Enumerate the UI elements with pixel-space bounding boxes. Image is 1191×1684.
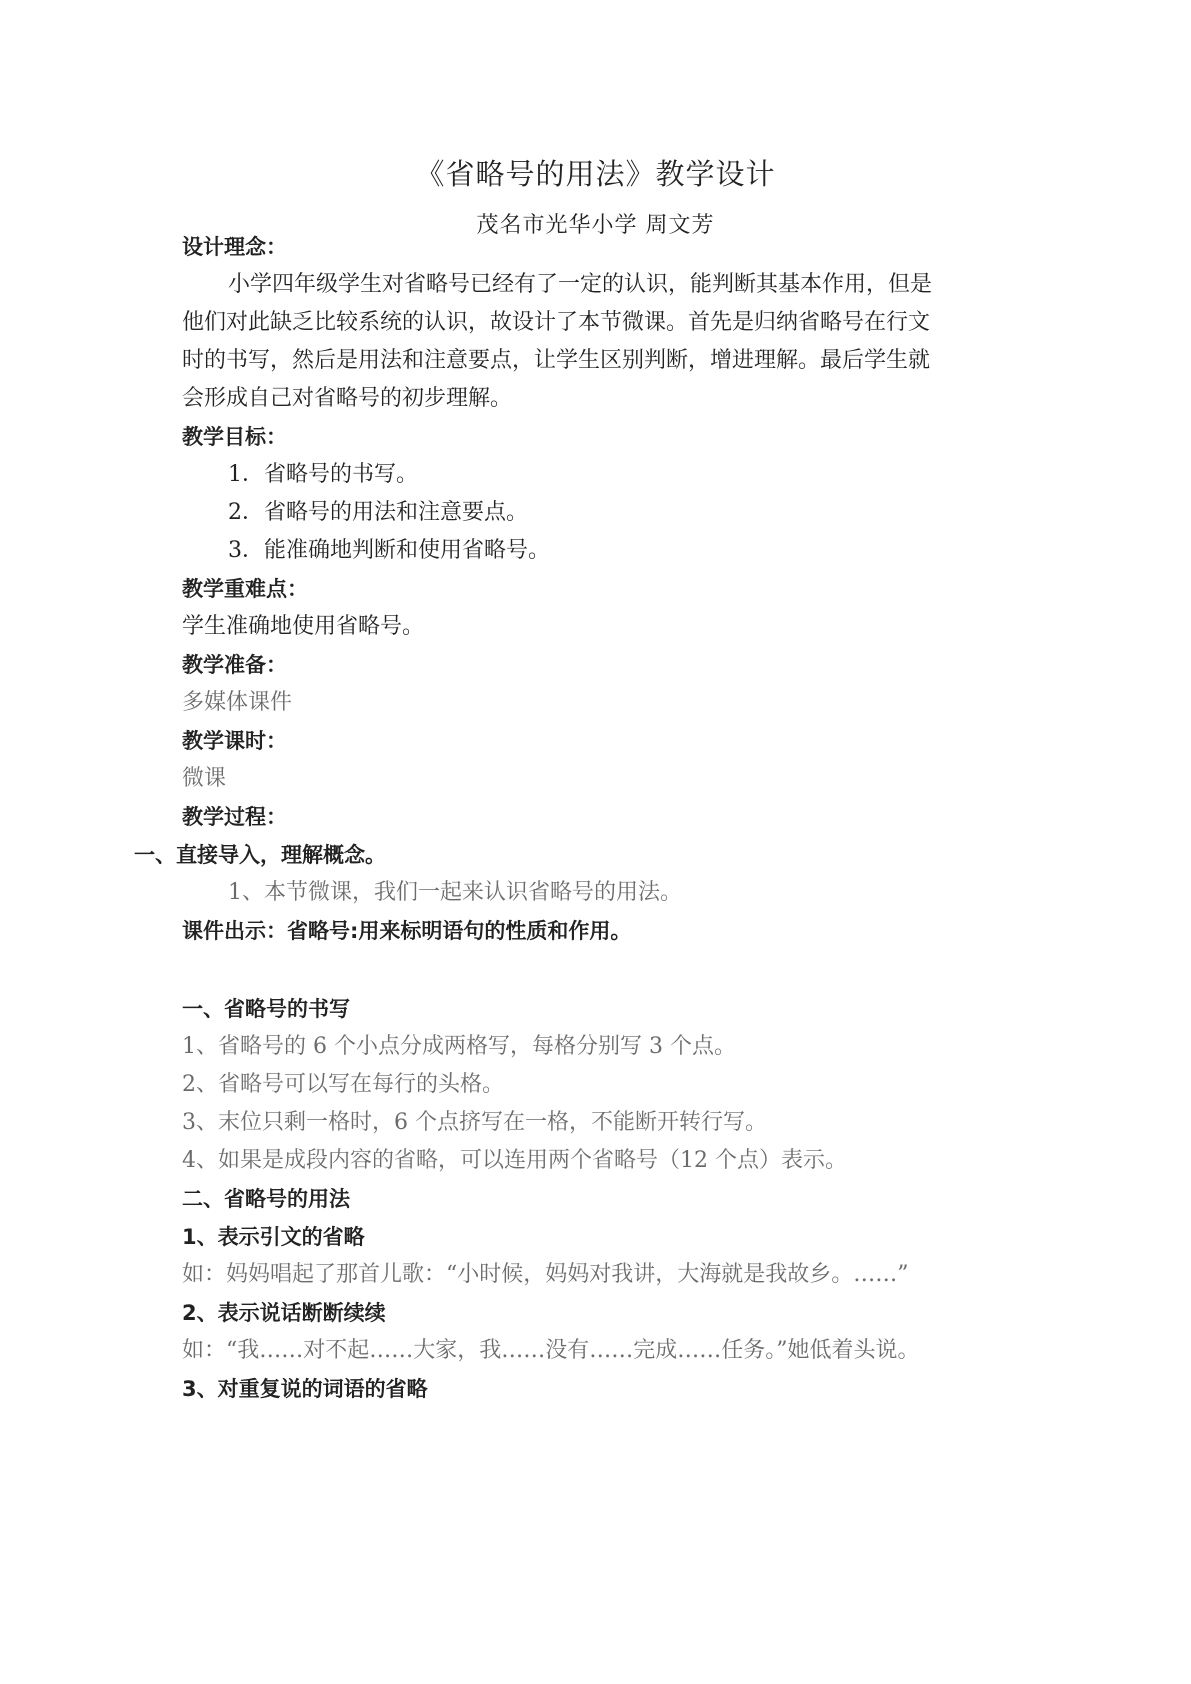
document-title: 《省略号的用法》教学设计 — [415, 157, 776, 191]
preparation-heading: 教学准备： — [182, 653, 287, 677]
writing-item: 1、省略号的 6 个小点分成两格写，每格分别写 3 个点。 — [182, 1034, 736, 1059]
goal-item: 1．省略号的书写。 — [228, 462, 418, 487]
usage-heading: 二、省略号的用法 — [182, 1187, 350, 1211]
writing-heading: 一、省略号的书写 — [182, 997, 350, 1021]
duration-text: 微课 — [182, 766, 227, 791]
usage-item-title: 2、表示说话断断续续 — [182, 1301, 386, 1325]
concept-line: 他们对此缺乏比较系统的认识，故设计了本节微课。首先是归纳省略号在行文 — [182, 310, 931, 335]
goals-heading: 教学目标： — [182, 425, 287, 449]
usage-item-title: 1、表示引文的省略 — [182, 1225, 365, 1249]
section-heading: 一、直接导入，理解概念。 — [134, 843, 386, 867]
goal-item: 3．能准确地判断和使用省略号。 — [228, 538, 550, 563]
difficulty-text: 学生准确地使用省略号。 — [182, 614, 425, 639]
concept-line: 会形成自己对省略号的初步理解。 — [182, 386, 513, 411]
preparation-text: 多媒体课件 — [182, 690, 293, 715]
concept-heading: 设计理念： — [182, 235, 287, 259]
usage-item-example: 如：妈妈唱起了那首儿歌：“小时候，妈妈对我讲，大海就是我故乡。……” — [182, 1262, 909, 1287]
writing-item: 4、如果是成段内容的省略，可以连用两个省略号（12 个点）表示。 — [182, 1148, 847, 1173]
difficulty-heading: 教学重难点： — [182, 577, 308, 601]
process-heading: 教学过程： — [182, 805, 287, 829]
section-line: 1、本节微课，我们一起来认识省略号的用法。 — [228, 880, 682, 905]
courseware-line: 课件出示：省略号:用来标明语句的性质和作用。 — [182, 919, 632, 943]
concept-line: 时的书写，然后是用法和注意要点，让学生区别判断，增进理解。最后学生就 — [182, 348, 931, 373]
writing-item: 2、省略号可以写在每行的头格。 — [182, 1072, 504, 1097]
goal-item: 2．省略号的用法和注意要点。 — [228, 500, 528, 525]
duration-heading: 教学课时： — [182, 729, 287, 753]
document-author: 茂名市光华小学 周文芳 — [476, 213, 715, 238]
usage-item-title: 3、对重复说的词语的省略 — [182, 1377, 428, 1401]
concept-line: 小学四年级学生对省略号已经有了一定的认识，能判断其基本作用，但是 — [228, 272, 933, 297]
usage-item-example: 如：“我……对不起……大家，我……没有……完成……任务。”她低着头说。 — [182, 1338, 920, 1363]
writing-item: 3、末位只剩一格时，6 个点挤写在一格，不能断开转行写。 — [182, 1110, 767, 1135]
